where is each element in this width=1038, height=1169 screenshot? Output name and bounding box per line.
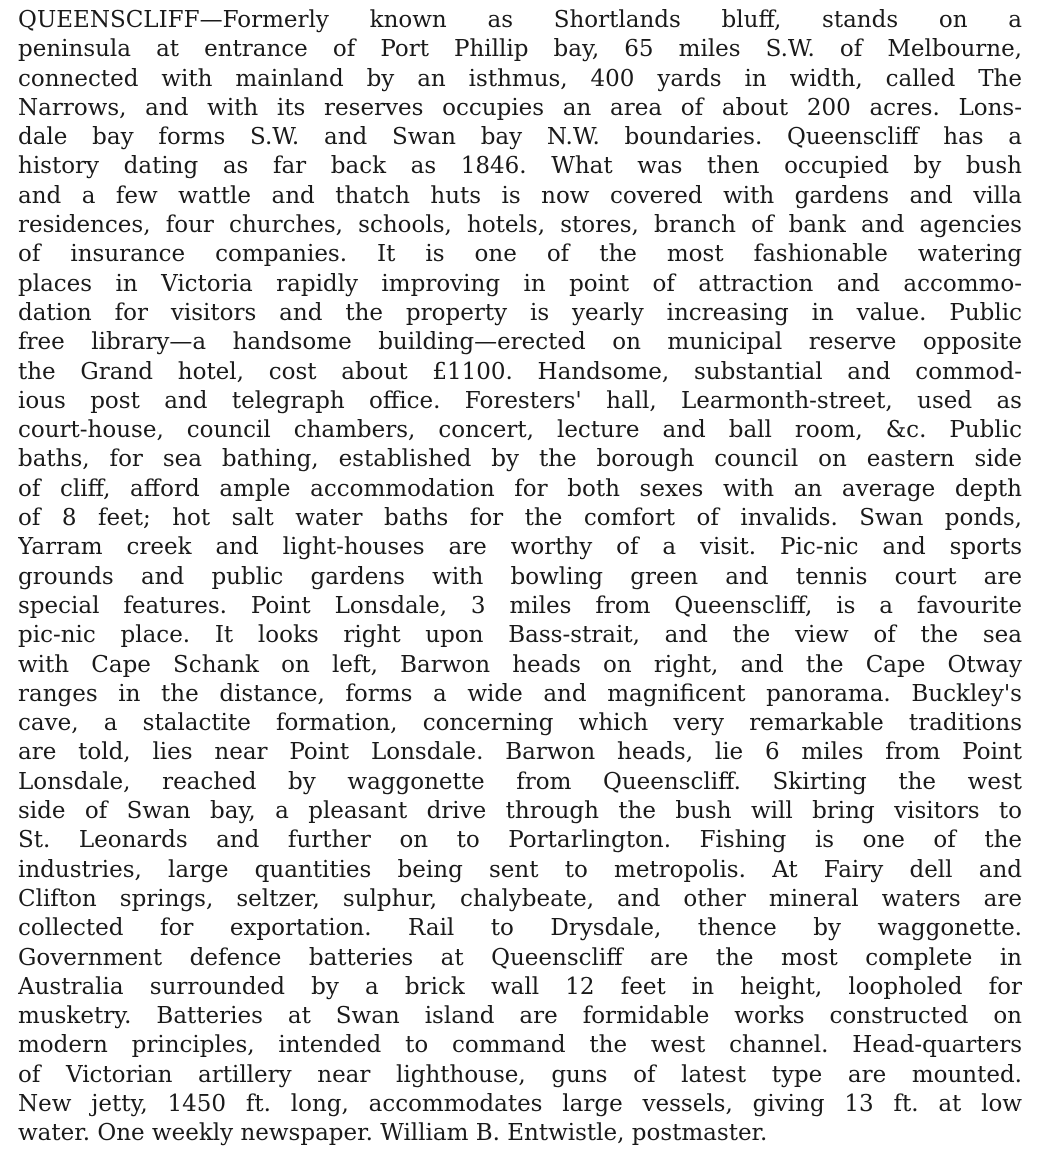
text-line: cave, a stalactite formation, concerning which very remarkable traditions [18,710,1022,737]
text-line: collected for exportation. Rail to Drysdale, thence by waggonette. [18,915,1022,942]
text-line: of cliff, afford ample accommodation for both sexes with an average depth [18,475,1022,502]
text-line: special features. Point Lonsdale, 3 miles from Queenscliff, is a favourite [18,592,1022,619]
text-line: New jetty, 1450 ft. long, accommodates large vessels, giving 13 ft. at low [18,1090,1022,1117]
text-line: places in Victoria rapidly improving in point of attraction and accommo- [18,270,1022,297]
text-line: dation for visitors and the property is yearly increasing in value. Public [18,299,1022,326]
text-line: grounds and public gardens with bowling green and tennis court are [18,563,1022,590]
text-line: with Cape Schank on left, Barwon heads on right, and the Cape Otway [18,651,1022,678]
text-line: industries, large quantities being sent to metropolis. At Fairy dell and [18,856,1022,883]
gazetteer-entry [18,6,1022,1149]
text-line: St. Leonards and further on to Portarlington. Fishing is one of the [18,827,1022,854]
text-line: are told, lies near Point Lonsdale. Barwon heads, lie 6 miles from Point [18,739,1022,766]
text-line: of Victorian artillery near lighthouse, guns of latest type are mounted. [18,1061,1022,1088]
text-line: QUEENSCLIFF—Formerly known as Shortlands bluff, stands on a [18,7,1022,33]
text-line: Australia surrounded by a brick wall 12 feet in height, loopholed for [18,973,1022,1000]
text-line: side of Swan bay, a pleasant drive through the bush will bring visitors to [18,798,1022,825]
text-line: and a few wattle and thatch huts is now covered with gardens and villa [18,182,1022,209]
text-line: of 8 feet; hot salt water baths for the comfort of invalids. Swan ponds, [18,505,1022,532]
text-line: Clifton springs, seltzer, sulphur, chalybeate, and other mineral waters are [18,885,1022,912]
text-line: ranges in the distance, forms a wide and magnificent panorama. Buckley's [18,680,1022,707]
text-line: baths, for sea bathing, established by the borough council on eastern side [18,446,1022,473]
text-line: history dating as far back as 1846. What was then occupied by bush [18,153,1022,180]
text-line: Government defence batteries at Queenscliff are the most complete in [18,944,1022,971]
text-line: peninsula at entrance of Port Phillip bay, 65 miles S.W. of Melbourne, [18,36,1022,63]
text-line: Lonsdale, reached by waggonette from Queenscliff. Skirting the west [18,768,1022,795]
text-line: modern principles, intended to command the west channel. Head-quarters [18,1032,1022,1059]
text-line: free library—a handsome building—erected on municipal reserve opposite [18,329,1022,356]
text-line: residences, four churches, schools, hotels, stores, branch of bank and agencies [18,212,1022,239]
text-line: musketry. Batteries at Swan island are formidable works constructed on [18,1003,1022,1030]
text-line: the Grand hotel, cost about £1100. Handsome, substantial and commod- [18,358,1022,385]
text-line: Yarram creek and light-houses are worthy of a visit. Pic-nic and sports [18,534,1022,561]
text-line: court-house, council chambers, concert, lecture and ball room, &c. Public [18,417,1022,444]
text-line: connected with mainland by an isthmus, 400 yards in width, called The [18,65,1022,92]
text-line: pic-nic place. It looks right upon Bass-strait, and the view of the sea [18,622,1022,649]
text-line: Narrows, and with its reserves occupies an area of about 200 acres. Lons- [18,94,1022,121]
text-line: water. One weekly newspaper. William B. Entwistle, postmaster. [18,1120,768,1147]
text-line: of insurance companies. It is one of the most fashionable watering [18,241,1022,268]
text-line: ious post and telegraph office. Foresters' hall, Learmonth-street, used as [18,387,1022,414]
text-line: dale bay forms S.W. and Swan bay N.W. boundaries. Queenscliff has a [18,124,1022,151]
